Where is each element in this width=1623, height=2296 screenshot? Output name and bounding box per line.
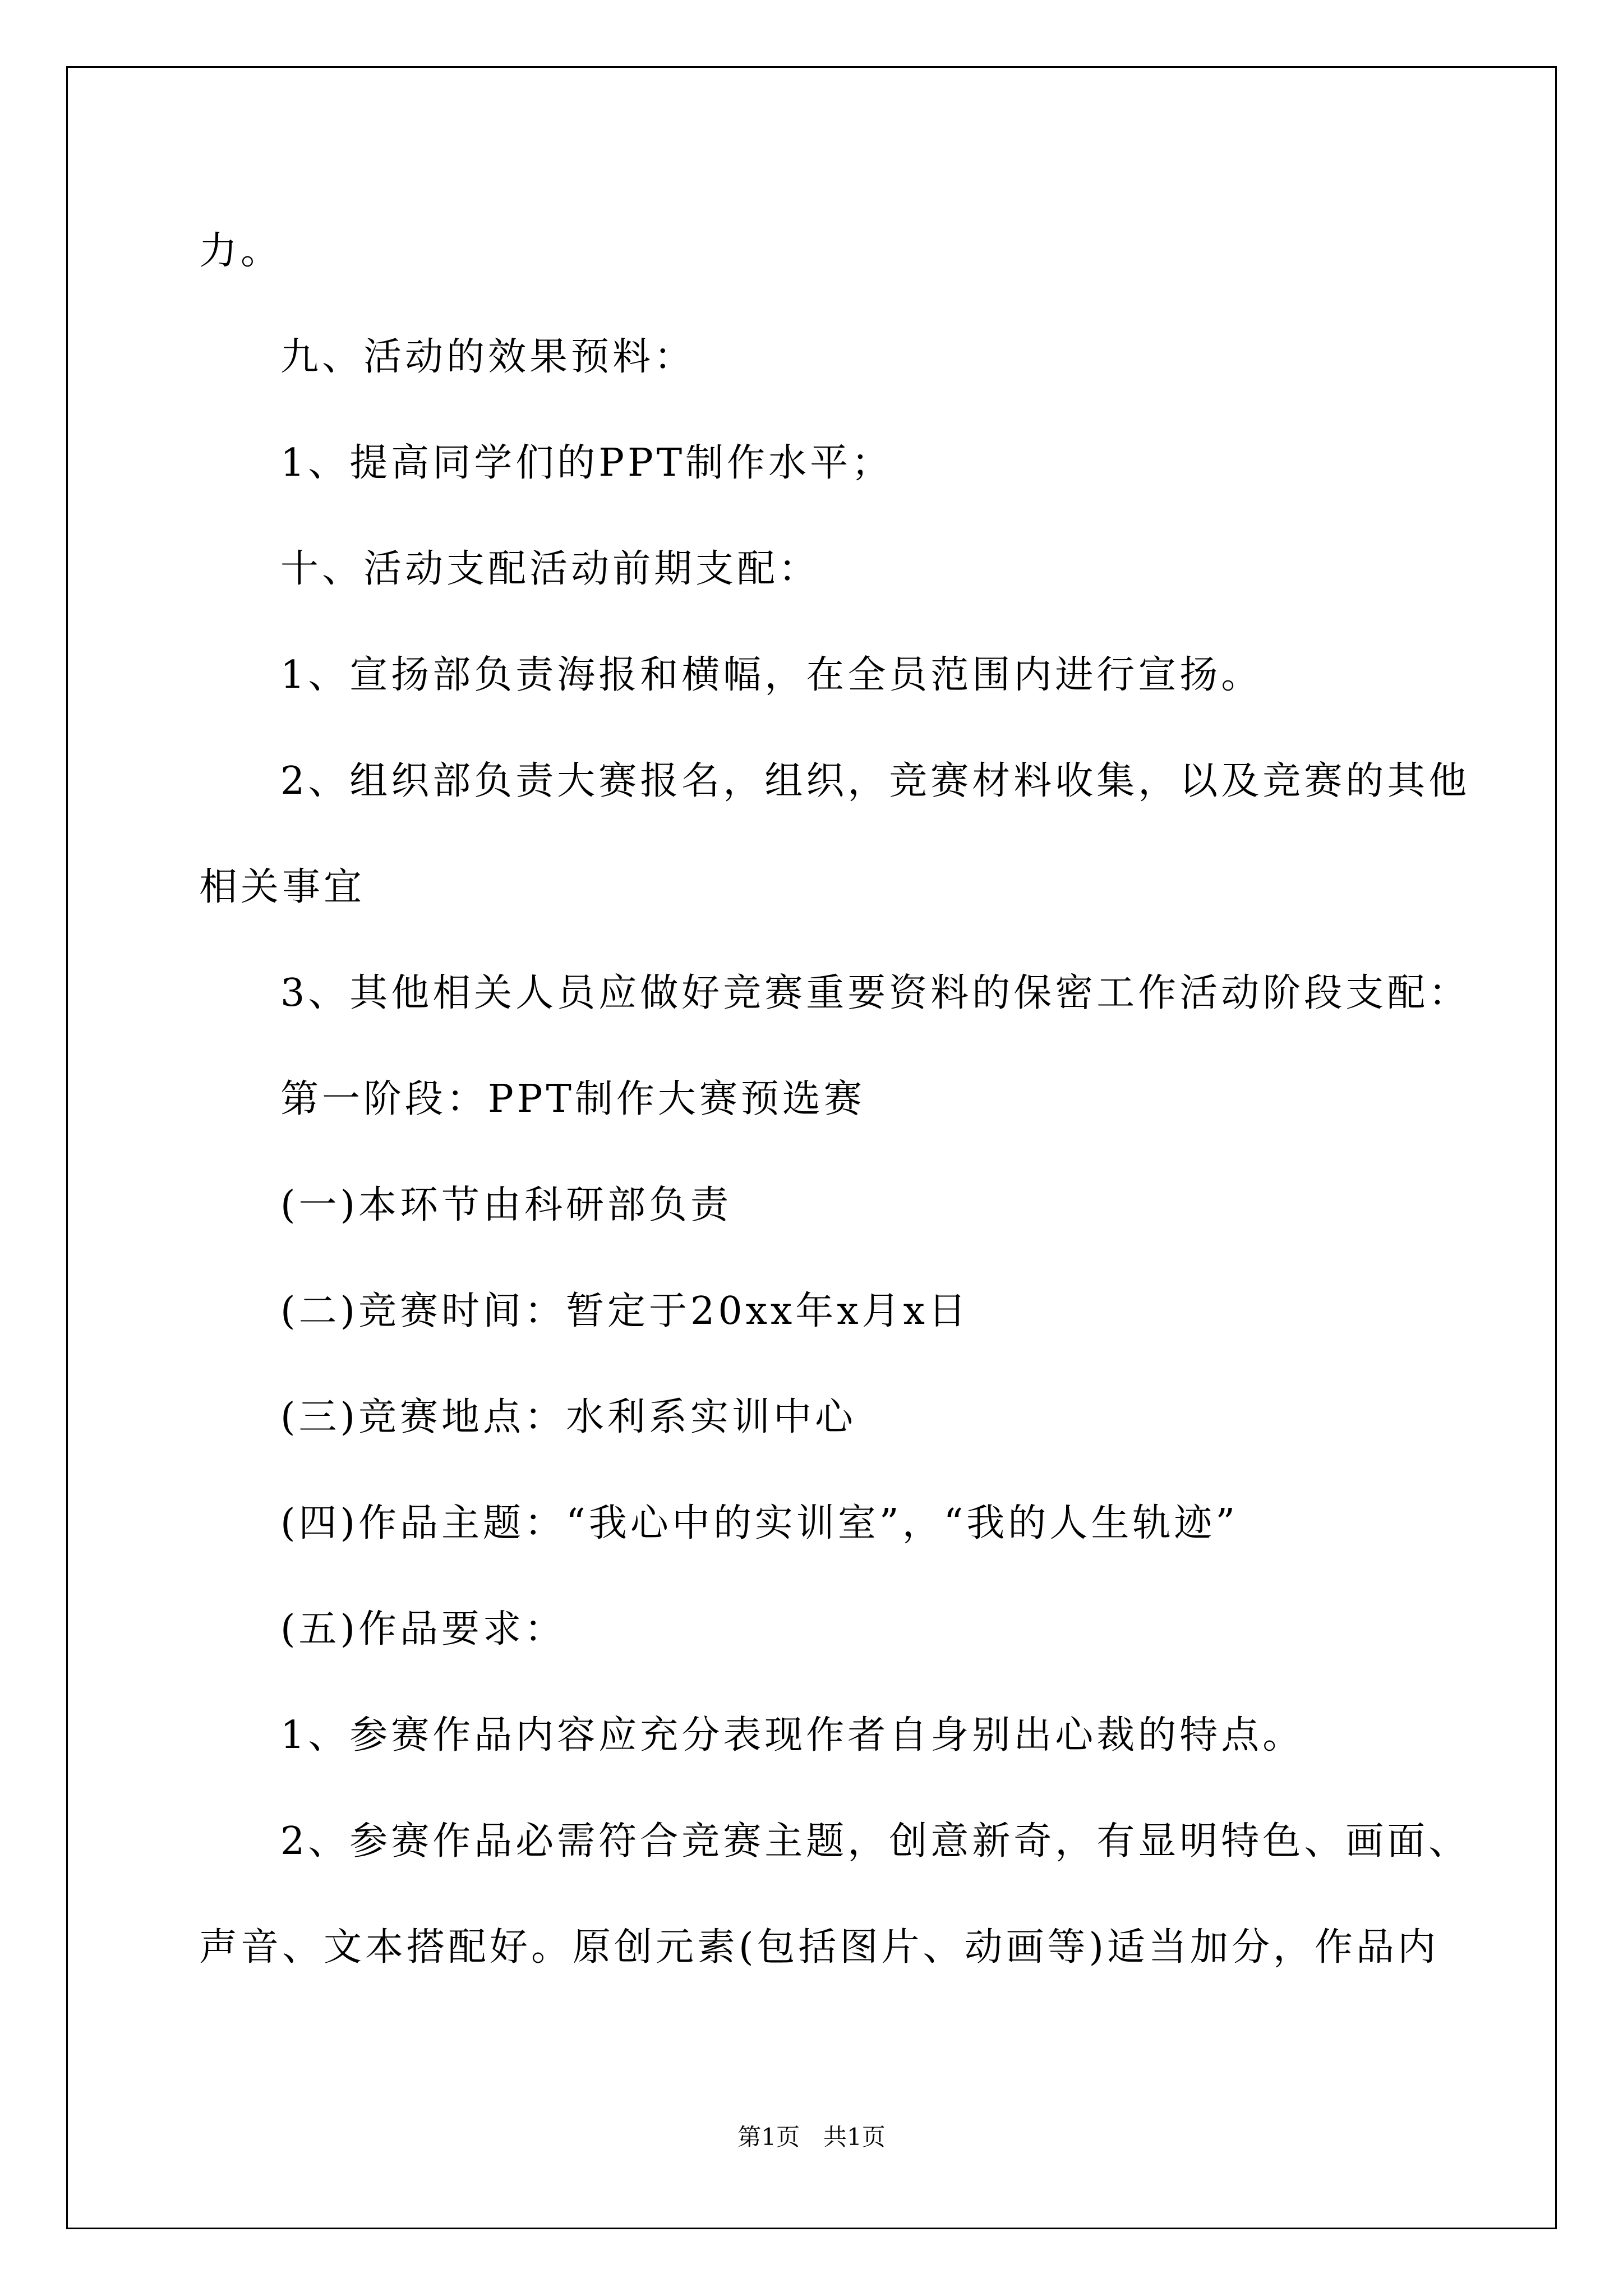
text-line: (三)竞赛地点：水利系实训中心 xyxy=(280,1395,857,1439)
text-line: 1、宣扬部负责海报和横幅，在全员范围内进行宣扬。 xyxy=(280,653,1263,697)
text-line: 声音、文本搭配好。原创元素(包括图片、动画等)适当加分，作品内 xyxy=(199,1925,1440,1970)
text-line: (四)作品主题：“我心中的实训室”，“我的人生轨迹” xyxy=(280,1501,1239,1545)
text-line: 2、参赛作品必需符合竞赛主题，创意新奇，有显明特色、画面、 xyxy=(280,1819,1470,1864)
text-line: 第一阶段：PPT制作大赛预选赛 xyxy=(280,1077,865,1121)
text-line: 相关事宜 xyxy=(199,865,366,909)
text-line: 1、提高同学们的PPT制作水平； xyxy=(280,441,893,485)
text-line: (一)本环节由科研部负责 xyxy=(280,1183,732,1227)
text-line: 力。 xyxy=(199,229,283,273)
page-footer: 第1页 共1页 xyxy=(737,2123,886,2151)
text-line: 2、组织部负责大赛报名，组织，竞赛材料收集，以及竞赛的其他 xyxy=(280,759,1470,803)
text-line: (五)作品要求： xyxy=(280,1607,566,1651)
section-heading: 十、活动支配活动前期支配： xyxy=(280,547,820,591)
text-line: (二)竞赛时间：暂定于20xx年x月x日 xyxy=(280,1289,970,1333)
section-heading: 九、活动的效果预料： xyxy=(280,335,696,379)
text-line: 3、其他相关人员应做好竞赛重要资料的保密工作活动阶段支配： xyxy=(280,971,1470,1015)
page-border xyxy=(66,66,1557,2229)
text-line: 1、参赛作品内容应充分表现作者自身别出心裁的特点。 xyxy=(280,1713,1304,1757)
